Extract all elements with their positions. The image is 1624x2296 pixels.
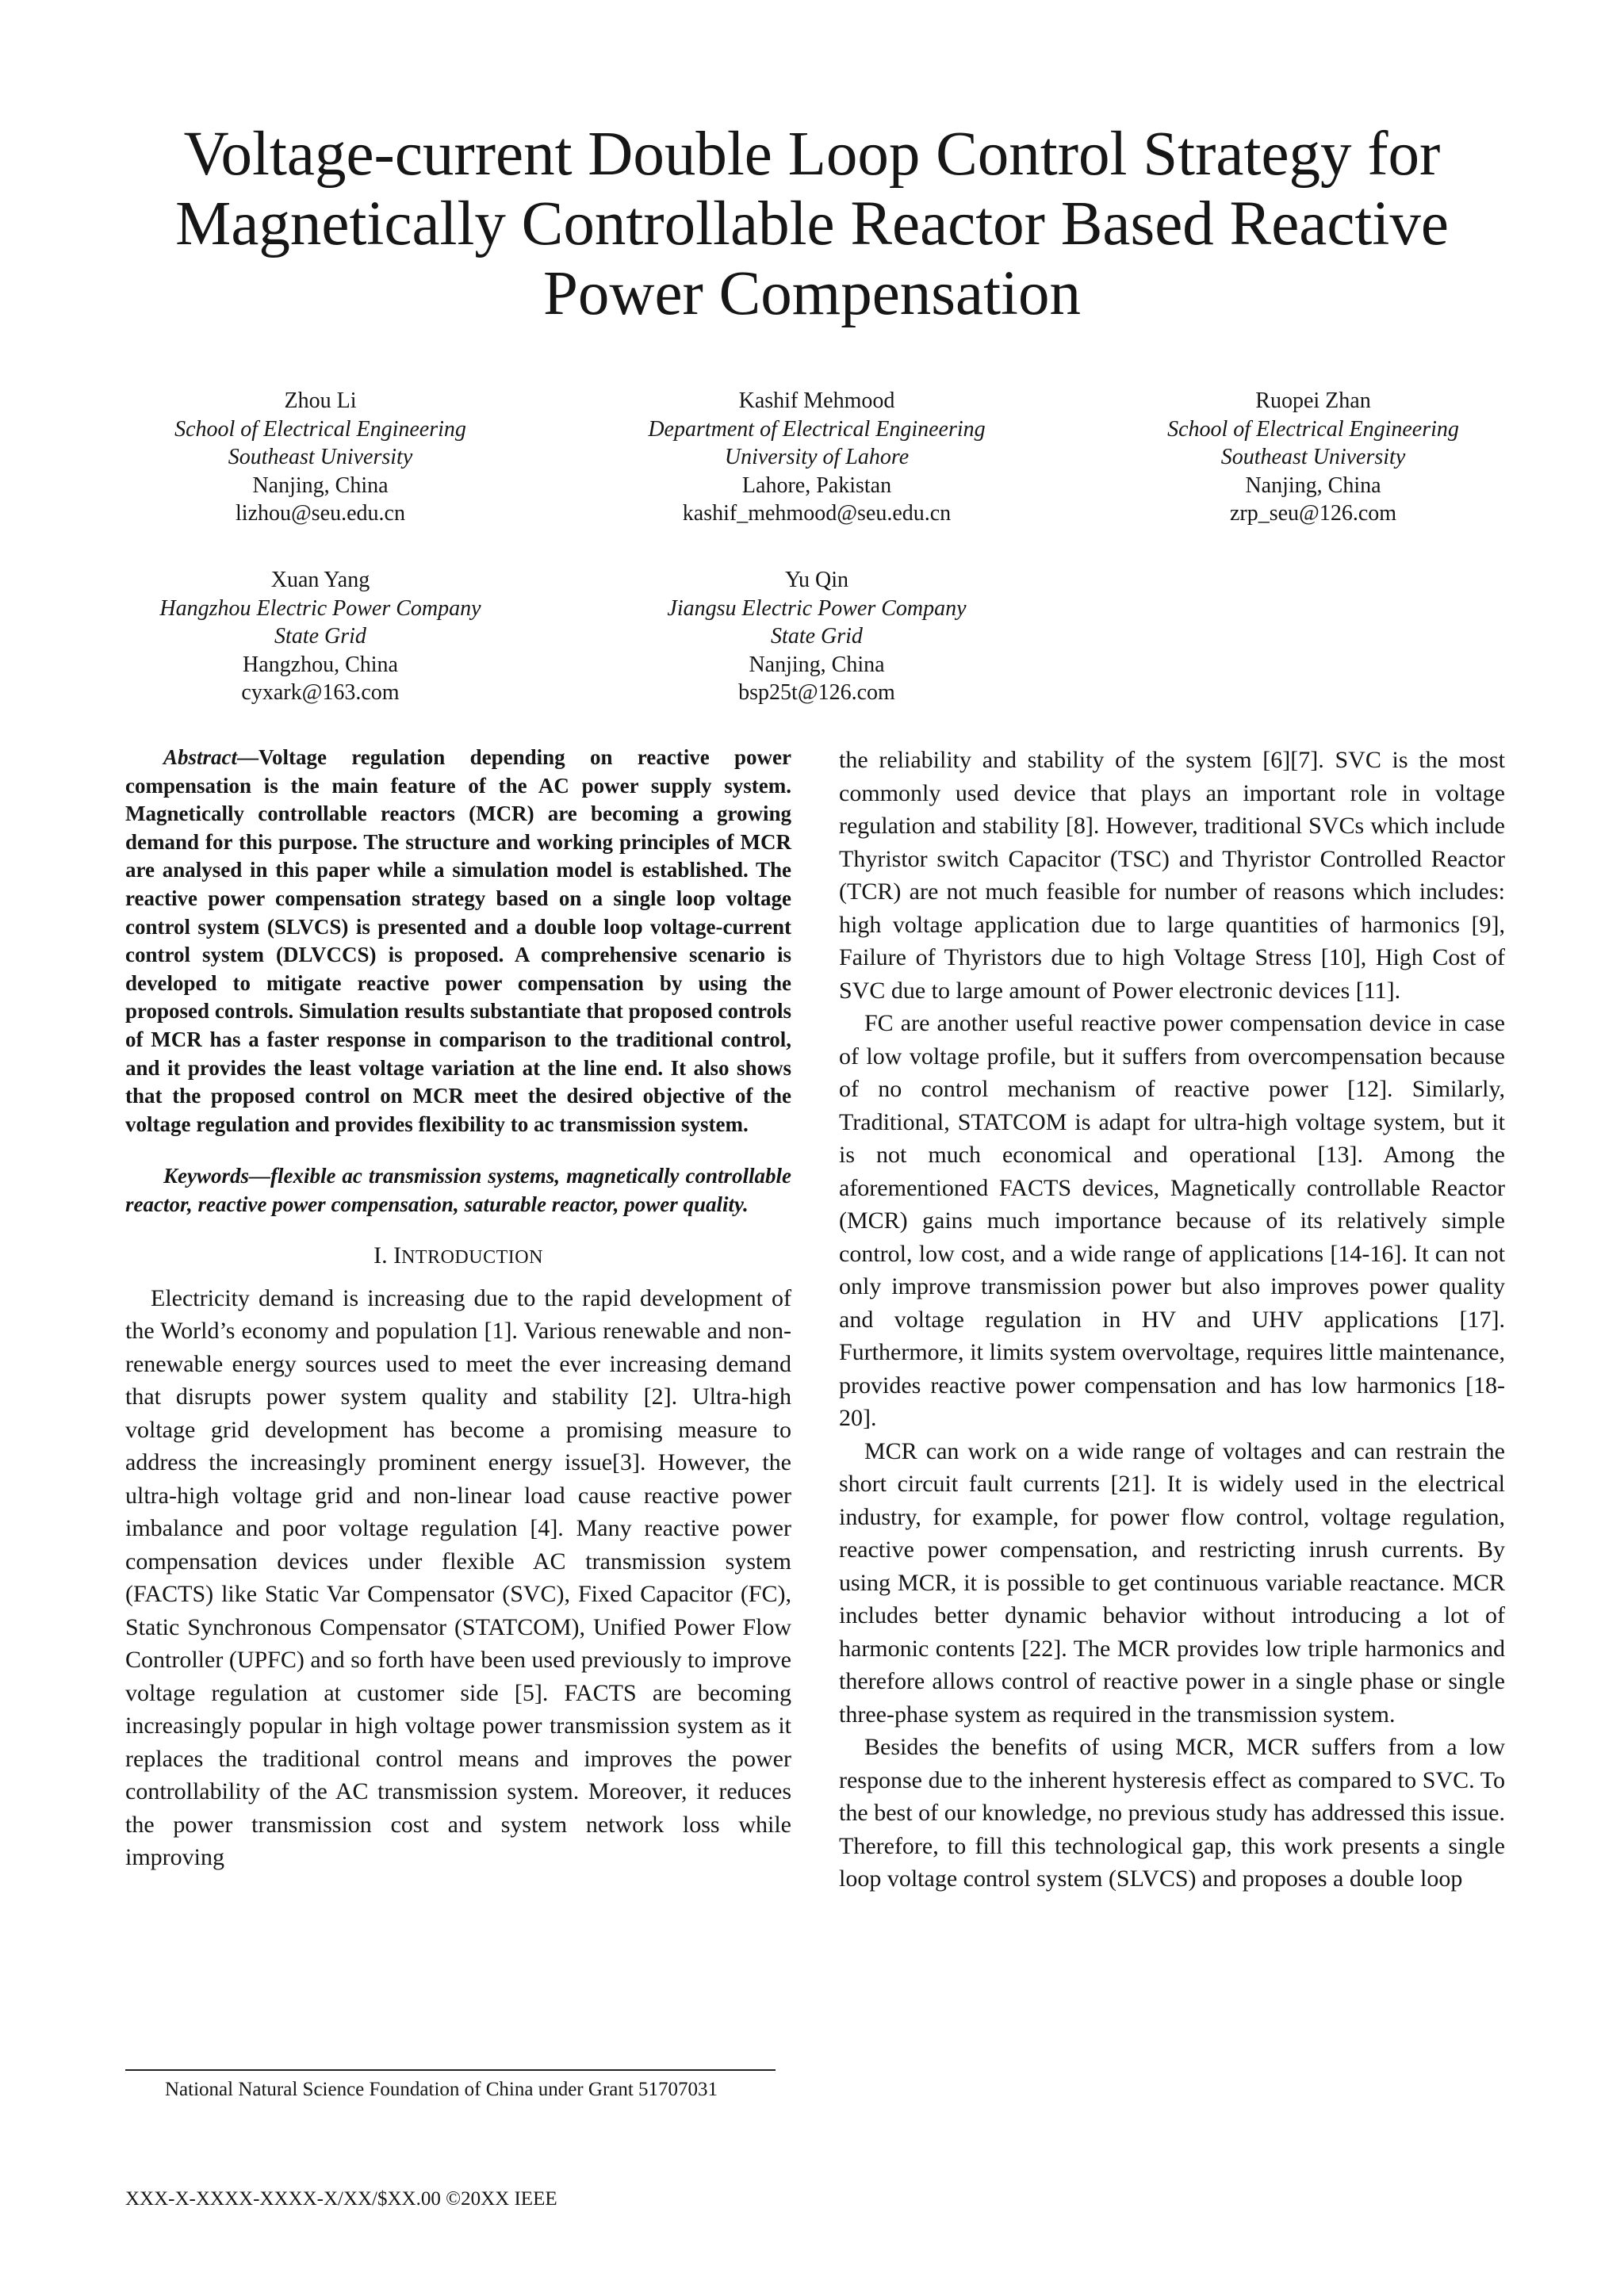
author-block — [0, 387, 1624, 720]
paper-title — [111, 120, 1513, 329]
section-title-rest: NTRODUCTION — [401, 1246, 543, 1268]
footnote-divider — [125, 2069, 776, 2071]
body-paragraph-fc: FC are another useful reactive power compensation device in case of low voltage profile, but it suffers from overcompensation because of no control mechanism of reactive power [12]. Similarly, Traditional, STATCOM is adapt for ultra-high voltage system, but it is not much economical and operational [13]. Among the aforementioned FACTS devices, Magnetically controllable Reactor (MCR) gains much importance because of its relatively simple control, low cost, and a wide range of applications [14-16]. It can not only improve transmission power but also improves power quality and voltage regulation in HV and UHV applications [17]. Furthermore, it limits system overvoltage, requires little maintenance, provides reactive power compensation and has low harmonics [18-20]. — [839, 1010, 1505, 1431]
author-location: Lahore, Pakistan — [741, 473, 892, 498]
right-column — [839, 744, 1505, 1896]
body-paragraph-continued: the reliability and stability of the system [6][7]. SVC is the most commonly used device that plays an important role in voltage regulation and stability [8]. However, traditional SVCs which include Thyristor switch Capacitor (TSC) and Thyristor Controlled Reactor (TCR) are not much feasible for number of reasons which includes: high voltage application due to large quantities of harmonics [9], Failure of Thyristors due to high Voltage Stress [10], High Cost of SVC due to large amount of Power electronic devices [11]. — [839, 747, 1505, 1004]
author-department: School of Electrical Engineering — [174, 416, 466, 442]
author-department: Hangzhou Electric Power Company — [159, 595, 481, 621]
section-heading-introduction — [125, 1239, 791, 1274]
author-institution: Southeast University — [228, 445, 413, 469]
author-location: Hangzhou, China — [243, 652, 398, 677]
author-department: Jiangsu Electric Power Company — [667, 595, 967, 621]
author-institution: Southeast University — [1220, 445, 1406, 469]
abstract — [125, 744, 791, 1138]
section-title-initial: I — [393, 1242, 402, 1269]
author-2 — [571, 387, 1063, 528]
left-column — [125, 744, 791, 1874]
author-email: zrp_seu@126.com — [1229, 501, 1397, 526]
author-4 — [75, 566, 566, 707]
author-3 — [1067, 387, 1559, 528]
title-line-1: Voltage-current Double Loop Control Strategy for — [183, 119, 1441, 189]
author-name: Ruopei Zhan — [1255, 388, 1371, 413]
author-location: Nanjing, China — [1245, 473, 1381, 498]
author-institution: University of Lahore — [724, 445, 910, 469]
author-institution: State Grid — [771, 624, 863, 649]
section-number: I. — [373, 1242, 388, 1269]
author-name: Kashif Mehmood — [738, 388, 895, 413]
author-1 — [75, 387, 566, 528]
author-email: cyxark@163.com — [241, 680, 400, 705]
author-5 — [571, 566, 1063, 707]
abstract-text: —Voltage regulation depending on reactive power compensation is the main feature of the AC power supply system. Magnetically controllable reactors (MCR) are becoming a growing demand for this purpose. The structure and working principles of MCR are analysed in this paper while a simulation model is established. The reactive power compensation strategy based on a single loop voltage control system (SLVCS) is presented and a double loop voltage-current control system (DLVCCS) is proposed. A comprehensive scenario is developed to mitigate reactive power compensation by using the proposed controls. Simulation results substantiate that proposed controls of MCR has a faster response in comparison to the traditional control, and it provides the least voltage variation at the line end. It also shows that the proposed control on MCR meet the desired objective of the voltage regulation and provides flexibility to ac transmission system. — [125, 745, 791, 1136]
author-email: bsp25t@126.com — [738, 680, 895, 705]
author-name: Yu Qin — [784, 568, 849, 592]
intro-paragraph-1: Electricity demand is increasing due to the rapid development of the World’s economy and population [1]. Various renewable and non-renewable energy sources used to meet the ever increasing demand that disrupts power system quality and stability [2]. Ultra-high voltage grid development has become a promising measure to address the increasingly prominent energy issue[3]. However, the ultra-high voltage grid and non-linear load cause reactive power imbalance and poor voltage regulation [4]. Many reactive power compensation devices under flexible AC transmission system (FACTS) like Static Var Compensator (SVC), Fixed Capacitor (FC), Static Synchronous Compensator (STATCOM), Unified Power Flow Controller (UPFC) and so forth have been used previously to improve voltage regulation at customer side [5]. FACTS are becoming increasingly popular in high voltage power transmission system as it replaces the traditional control means and improves the power controllability of the AC transmission system. Moreover, it reduces the power transmission cost and system network loss while improving — [125, 1284, 791, 1870]
author-location: Nanjing, China — [749, 652, 885, 677]
author-department: School of Electrical Engineering — [1167, 416, 1459, 442]
title-line-2: Magnetically Controllable Reactor Based Reactive — [175, 189, 1449, 258]
author-name: Xuan Yang — [270, 568, 370, 592]
author-email: kashif_mehmood@seu.edu.cn — [682, 501, 952, 526]
author-institution: State Grid — [274, 624, 366, 649]
title-line-3: Power Compensation — [542, 258, 1082, 328]
author-location: Nanjing, China — [252, 473, 389, 498]
keywords: Keywords—flexible ac transmission systems, magnetically controllable reactor, reactive power compensation, saturable reactor, power quality. — [125, 1164, 791, 1216]
body-paragraph-benefits: Besides the benefits of using MCR, MCR suffers from a low response due to the inherent hysteresis effect as compared to SVC. To the best of our knowledge, no previous study has addressed this issue. Therefore, to fill this technological gap, this work presents a single loop voltage control system (SLVCS) and proposes a double loop — [839, 1734, 1505, 1892]
author-name: Zhou Li — [284, 388, 357, 413]
funding-footnote: National Natural Science Foundation of China under Grant 51707031 — [165, 2079, 718, 2100]
author-department: Department of Electrical Engineering — [648, 416, 986, 442]
copyright-notice: XXX-X-XXXX-XXXX-X/XX/$XX.00 ©20XX IEEE — [125, 2188, 557, 2210]
author-email: lizhou@seu.edu.cn — [236, 501, 405, 526]
abstract-label: Abstract — [163, 745, 238, 769]
body-paragraph-mcr: MCR can work on a wide range of voltages and can restrain the short circuit fault currents [21]. It is widely used in the electrical industry, for example, for power flow control, voltage regulation, reactive power compensation, and restricting inrush currents. By using MCR, it is possible to get continuous variable reactance. MCR includes better dynamic behavior without introducing a lot of harmonic contents [22]. The MCR provides low triple harmonics and therefore allows control of reactive power in a single phase or single three-phase system as required in the transmission system. — [839, 1437, 1505, 1728]
